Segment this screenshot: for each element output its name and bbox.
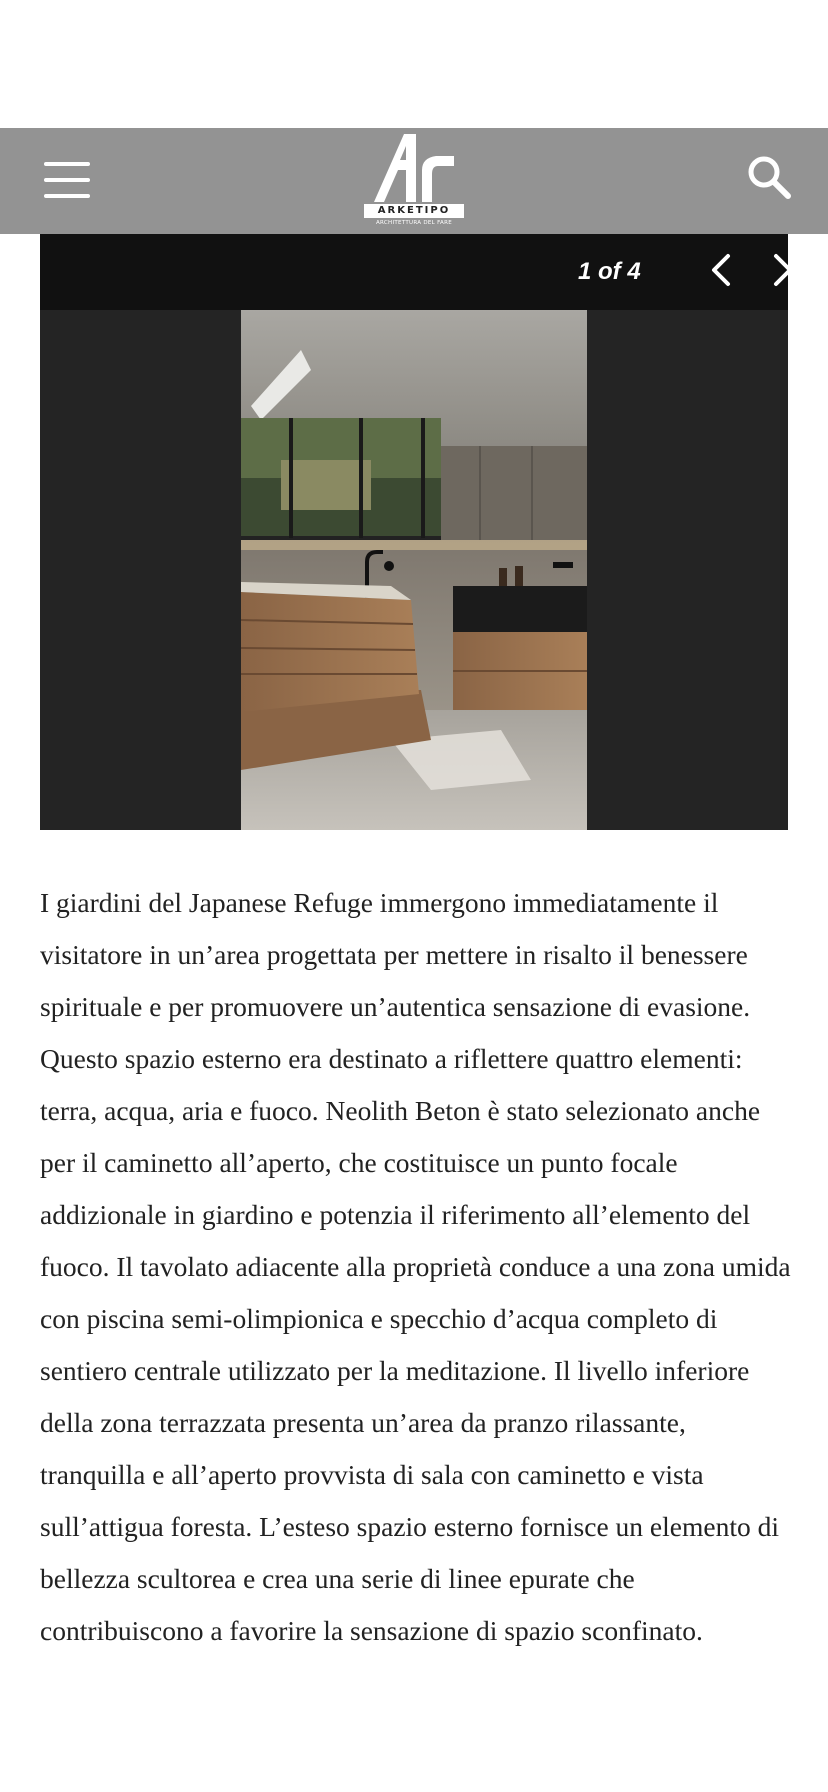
article-body-text: I giardini del Japanese Refuge immergono immediatamente il visitatore in un’area progettata per mettere in risalto il benessere spirituale e per promuovere un’autentica sensazione di evasione. Questo spazio esterno era destinato a riflettere quattro elementi: terra, acqua, aria e fuoco. Neolith Beton è stato selezionato anche per il caminetto all’aperto, che costituisce un punto focale addizionale in giardino e potenzia il riferimento all’elemento del fuoco. Il tavolato adiacente alla proprietà conduce a una zona umida con piscina semi-olimpionica e specchio d’acqua completo di sentiero centrale utilizzato per la meditazione. Il livello inferiore della zona terrazzata presenta un’area da pranzo rilassante, tranquilla e all’aperto provvista di sala con caminetto e vista sull’attigua foresta. L’esteso spazio esterno fornisce un elemento di bellezza scultorea e crea una serie di linee epurate che contribuiscono a favorire la sensazione di spazio sconfinato.	[40, 887, 791, 1646]
chevron-left-icon[interactable]	[702, 250, 742, 290]
search-icon[interactable]	[744, 152, 794, 202]
logo-tagline: ARCHITETTURA DEL FARE	[375, 220, 453, 226]
bathroom-photo	[241, 310, 587, 830]
logo-mark-icon	[364, 130, 464, 204]
gallery-counter: 1 of 4	[578, 258, 641, 285]
gallery-controls	[40, 234, 788, 310]
logo-wordmark: ARKETIPO	[364, 204, 464, 218]
arketipo-logo[interactable]	[364, 130, 464, 232]
status-bar-area	[0, 0, 828, 128]
gallery-image[interactable]	[241, 310, 587, 830]
top-navigation-bar	[0, 128, 828, 234]
chevron-right-icon[interactable]	[762, 250, 802, 290]
image-gallery	[40, 234, 788, 830]
hamburger-menu-icon[interactable]	[42, 158, 92, 204]
